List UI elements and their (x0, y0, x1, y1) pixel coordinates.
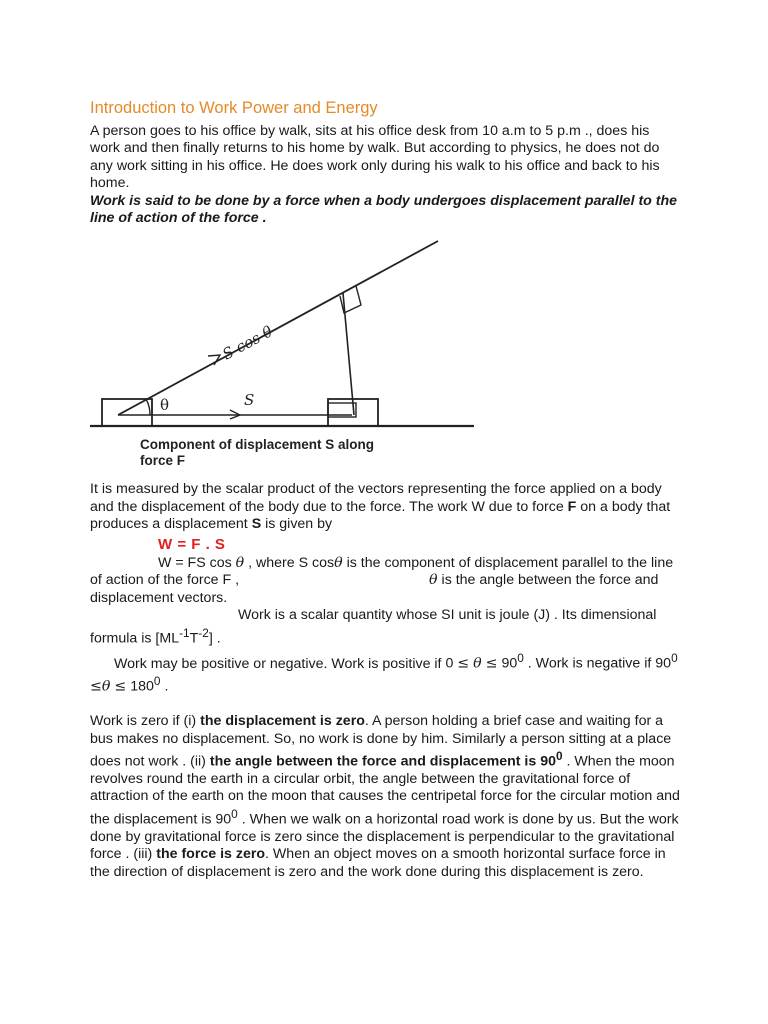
theta-label: θ (160, 396, 170, 415)
text-span: . Work is negative if (527, 655, 656, 672)
bold-phrase: the force is zero (156, 846, 266, 863)
work-definition: Work is said to be done by a force when a body undergoes displacement parallel to the line of action of the force . (90, 192, 678, 227)
text-span: , where S cos (244, 555, 335, 572)
theta-symbol: θ (334, 555, 343, 572)
text-span: 0 (445, 655, 454, 672)
superscript: -1 (179, 625, 190, 640)
theta-symbol: θ (101, 678, 111, 695)
scalar-product-paragraph (90, 481, 680, 533)
scos-label: S cos θ (219, 322, 276, 364)
left-block (102, 399, 152, 426)
leq-symbol: ≤ (457, 655, 470, 672)
s-label: S (244, 391, 255, 410)
page-title: Introduction to Work Power and Energy (90, 99, 378, 117)
text-span: is given by (261, 516, 333, 533)
text-span: Work is zero if (i) (90, 713, 201, 730)
sign-paragraph (90, 650, 680, 696)
text-span: . A person holding a brief case and waiting for a bus makes no displacement. So, no work is done by him. Similarly a person sitting at a place does not work . (ii) (90, 713, 672, 770)
text-span: . When the moon revolves round the earth in a circular orbit, the angle between the gravitational force of attraction of the earth on the moon that causes the centripetal force for the circular motion and the displacement is 90 (90, 753, 680, 828)
text-span: 90 (655, 655, 672, 672)
text-span: . When we walk on a horizontal road work is done by us. But the work done by gravitational force is zero since the displacement is perpendicular to the gravitational force . (iii) (90, 811, 679, 863)
leq-symbol: ≤ (114, 678, 127, 695)
diagram-caption (140, 437, 374, 469)
zero-work-paragraph (90, 713, 680, 881)
superscript: 0 (671, 650, 678, 665)
superscript: 0 (153, 673, 161, 688)
caption-line-2: force F (140, 453, 186, 469)
text-span: It is measured by the scalar product of the vectors representing the force applied on a body and the displacement of the body due to the force. The work W due to force (90, 481, 662, 515)
text-span: T (189, 630, 199, 647)
caption-line-1: Component of displacement S along (140, 437, 375, 453)
leq-symbol: ≤ (90, 678, 102, 695)
unit-paragraph (90, 607, 680, 648)
displacement-symbol: S (251, 516, 262, 533)
superscript: 0 (517, 650, 524, 665)
leq-symbol: ≤ (485, 655, 498, 672)
superscript: 0 (231, 806, 238, 821)
text-span: is the component of displacement parallel to the line of action of the force F , (90, 555, 674, 589)
angle-arc (146, 399, 150, 415)
superscript: -2 (198, 625, 209, 640)
text-span: 180 (130, 678, 154, 695)
theta-symbol: θ (429, 572, 438, 589)
text-span: . When an object moves on a smooth horizontal surface force in the direction of displacement is zero and the work done during this displacement is zero. (90, 846, 666, 880)
text-span: Work is a scalar quantity whose SI unit is joule (J) . Its dimensional formula is [ML (90, 607, 657, 647)
theta-symbol: θ (235, 555, 245, 572)
text-span: Work may be positive or negative. Work is positive if (114, 655, 446, 672)
theta-symbol: θ (473, 655, 482, 672)
force-line (118, 241, 438, 415)
text-span: ] . (208, 630, 221, 647)
displacement-diagram (90, 229, 680, 481)
document-page (90, 98, 680, 881)
text-span: 90 (501, 655, 518, 672)
bold-phrase: the displacement is zero (200, 713, 365, 730)
force-symbol: F (567, 498, 577, 515)
text-span: on a body that produces a displacement (90, 498, 671, 533)
intro-paragraph: A person goes to his office by walk, sits at his office desk from 10 a.m to 5 p.m ., does his work and then finally returns to his home by walk. But according to physics, he does not do any work sitting in his office. He does work only during his walk to his office and back to his home. (90, 123, 660, 192)
bold-phrase: the angle between the force and displacement is 90 (209, 753, 556, 770)
work-formula: W = F . S (158, 535, 226, 553)
fs-cos-paragraph (90, 555, 680, 607)
text-span: is the angle between the force and displacement vectors. (90, 572, 659, 606)
superscript: 0 (555, 748, 563, 763)
text-span: W = FS cos (158, 555, 236, 572)
text-span: . (160, 678, 169, 695)
